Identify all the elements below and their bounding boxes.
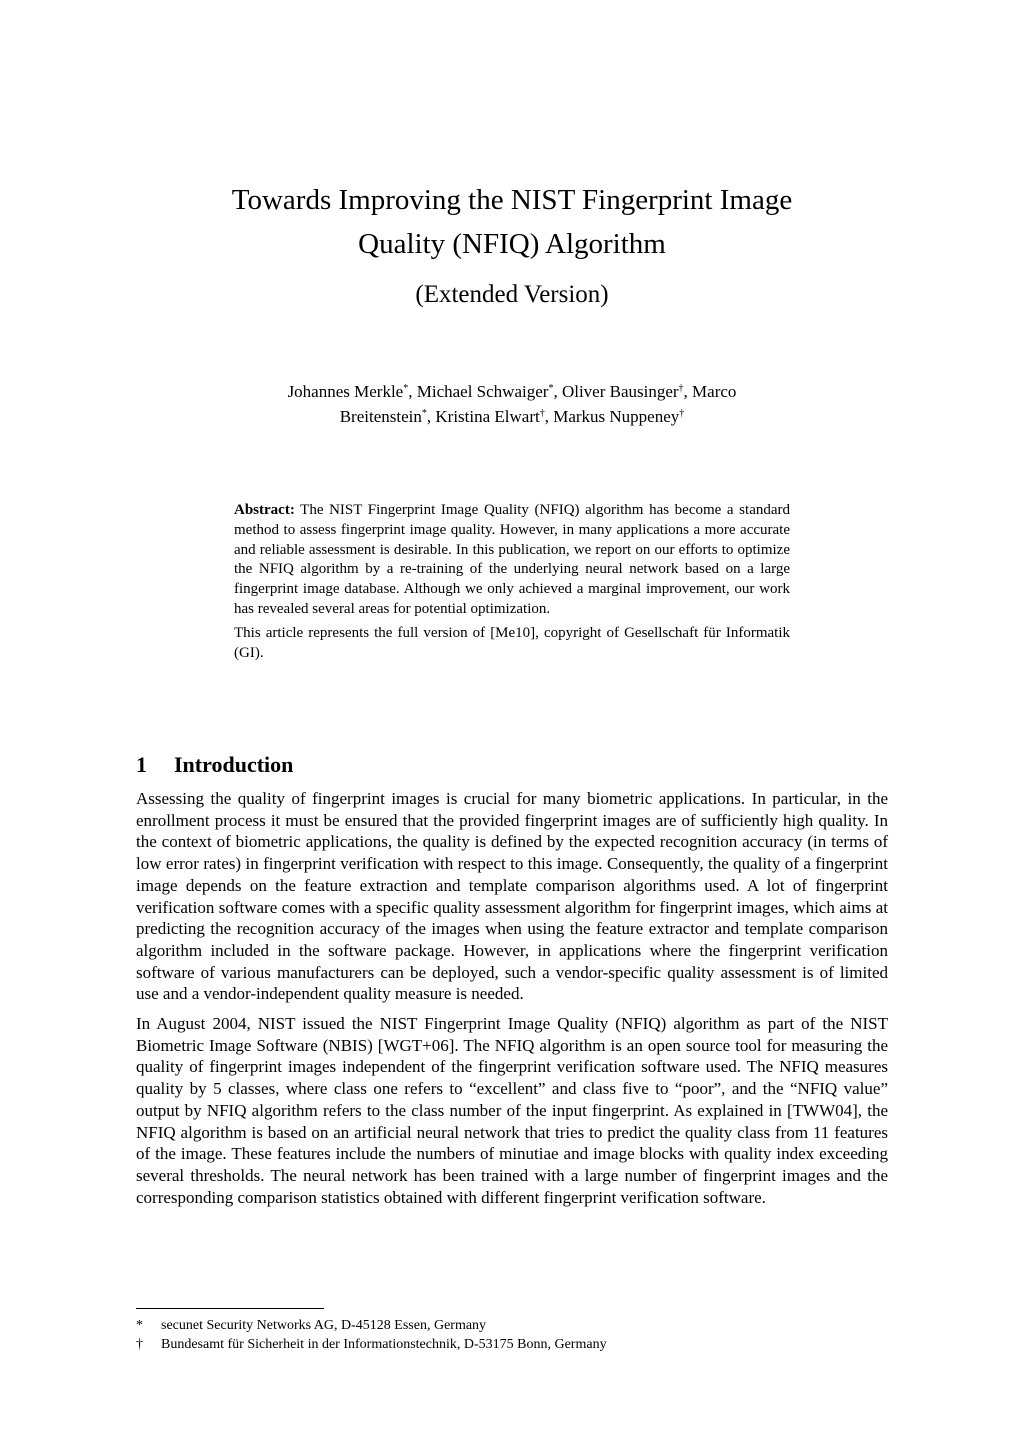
abstract xyxy=(234,501,790,667)
footnote-text: Bundesamt für Sicherheit in der Informationstechnik, D-53175 Bonn, Germany xyxy=(161,1337,607,1352)
abstract-paragraph xyxy=(234,501,790,620)
section-heading xyxy=(136,750,293,780)
author-separator: , xyxy=(553,382,562,401)
affiliation-mark: † xyxy=(678,383,684,394)
affiliation-mark: † xyxy=(679,408,685,419)
body-text xyxy=(136,788,888,1216)
paper-subtitle: (Extended Version) xyxy=(415,281,609,308)
section-number: 1 xyxy=(136,752,147,777)
paper-title-line-2: Quality (NFIQ) Algorithm xyxy=(358,228,666,260)
affiliation-mark: † xyxy=(539,408,545,419)
author-separator: , xyxy=(544,407,554,426)
author-list xyxy=(0,379,1024,429)
footnote-text: secunet Security Networks AG, D-45128 Essen, Germany xyxy=(161,1318,487,1333)
footnote xyxy=(136,1316,836,1335)
author-name: Kristina Elwart xyxy=(435,407,540,426)
footnote-rule xyxy=(136,1308,324,1309)
footnote xyxy=(136,1335,836,1354)
author-name: Breitenstein xyxy=(339,407,422,426)
abstract-note: This article represents the full version of [Me10], copyright of Gesellschaft für Informatik (GI). xyxy=(234,624,790,661)
author-separator: , xyxy=(408,382,417,401)
affiliation-mark: * xyxy=(548,383,554,394)
affiliation-mark: * xyxy=(421,408,427,419)
section-title: Introduction xyxy=(174,752,294,777)
footnotes xyxy=(136,1316,836,1354)
author-separator: , Marco xyxy=(683,382,737,401)
abstract-label: Abstract: xyxy=(234,502,295,518)
paper-title-line-1: Towards Improving the NIST Fingerprint Image xyxy=(231,184,793,216)
author-line-1 xyxy=(0,379,1024,404)
author-line-2 xyxy=(0,404,1024,429)
author-name: Markus Nuppeney xyxy=(553,407,680,426)
author-separator: , xyxy=(426,407,436,426)
abstract-text: The NIST Fingerprint Image Quality (NFIQ) algorithm has become a standard method to assess fingerprint image quality. However, in many applications a more accurate and reliable assessment is desirable. In this publication, we report on our efforts to optimize the NFIQ algorithm by a re-training of the underlying neural network based on a large fingerprint image database. Although we only achieved a marginal improvement, our work has revealed several areas for potential optimization. xyxy=(234,502,790,617)
title-block xyxy=(0,178,1024,310)
affiliation-mark: * xyxy=(403,383,409,394)
footnote-mark: * xyxy=(136,1318,143,1333)
author-name: Michael Schwaiger xyxy=(416,382,549,401)
body-paragraph: Assessing the quality of fingerprint images is crucial for many biometric applications. In particular, in the enrollment process it must be ensured that the provided fingerprint images are of sufficiently high quality. In the context of biometric applications, the quality is defined by the expected recognition accuracy (in terms of low error rates) in fingerprint verification with respect to this image. Consequently, the quality of a fingerprint image depends on the feature extraction and template comparison algorithms used. A lot of fingerprint verification software comes with a specific quality assessment algorithm for fingerprint images, which aims at predicting the recognition accuracy of the images when using the feature extractor and template comparison algorithm included in the software package. However, in applications where the fingerprint verification software of various manufacturers can be deployed, such a vendor-specific quality assessment is of limited use and a vendor-independent quality measure is needed. xyxy=(136,789,888,1004)
footnote-mark: † xyxy=(136,1337,143,1352)
body-paragraph: In August 2004, NIST issued the NIST Fingerprint Image Quality (NFIQ) algorithm as part of the NIST Biometric Image Software (NBIS) [WGT+06]. The NFIQ algorithm is an open source tool for measuring the quality of fingerprint images independent of the fingerprint verification software used. The NFIQ measures quality by 5 classes, where class one refers to “excellent” and class five to “poor”, and the “NFIQ value” output by NFIQ algorithm refers to the class number of the input fingerprint. As explained in [TWW04], the NFIQ algorithm is based on an artificial neural network that tries to predict the quality class from 11 features of the image. These features include the numbers of minutiae and image blocks with quality index exceeding several thresholds. The neural network has been trained with a large number of fingerprint images and the corresponding comparison statistics obtained with different fingerprint verification software. xyxy=(136,1014,888,1207)
author-name: Johannes Merkle xyxy=(287,382,404,401)
author-name: Oliver Bausinger xyxy=(561,382,679,401)
